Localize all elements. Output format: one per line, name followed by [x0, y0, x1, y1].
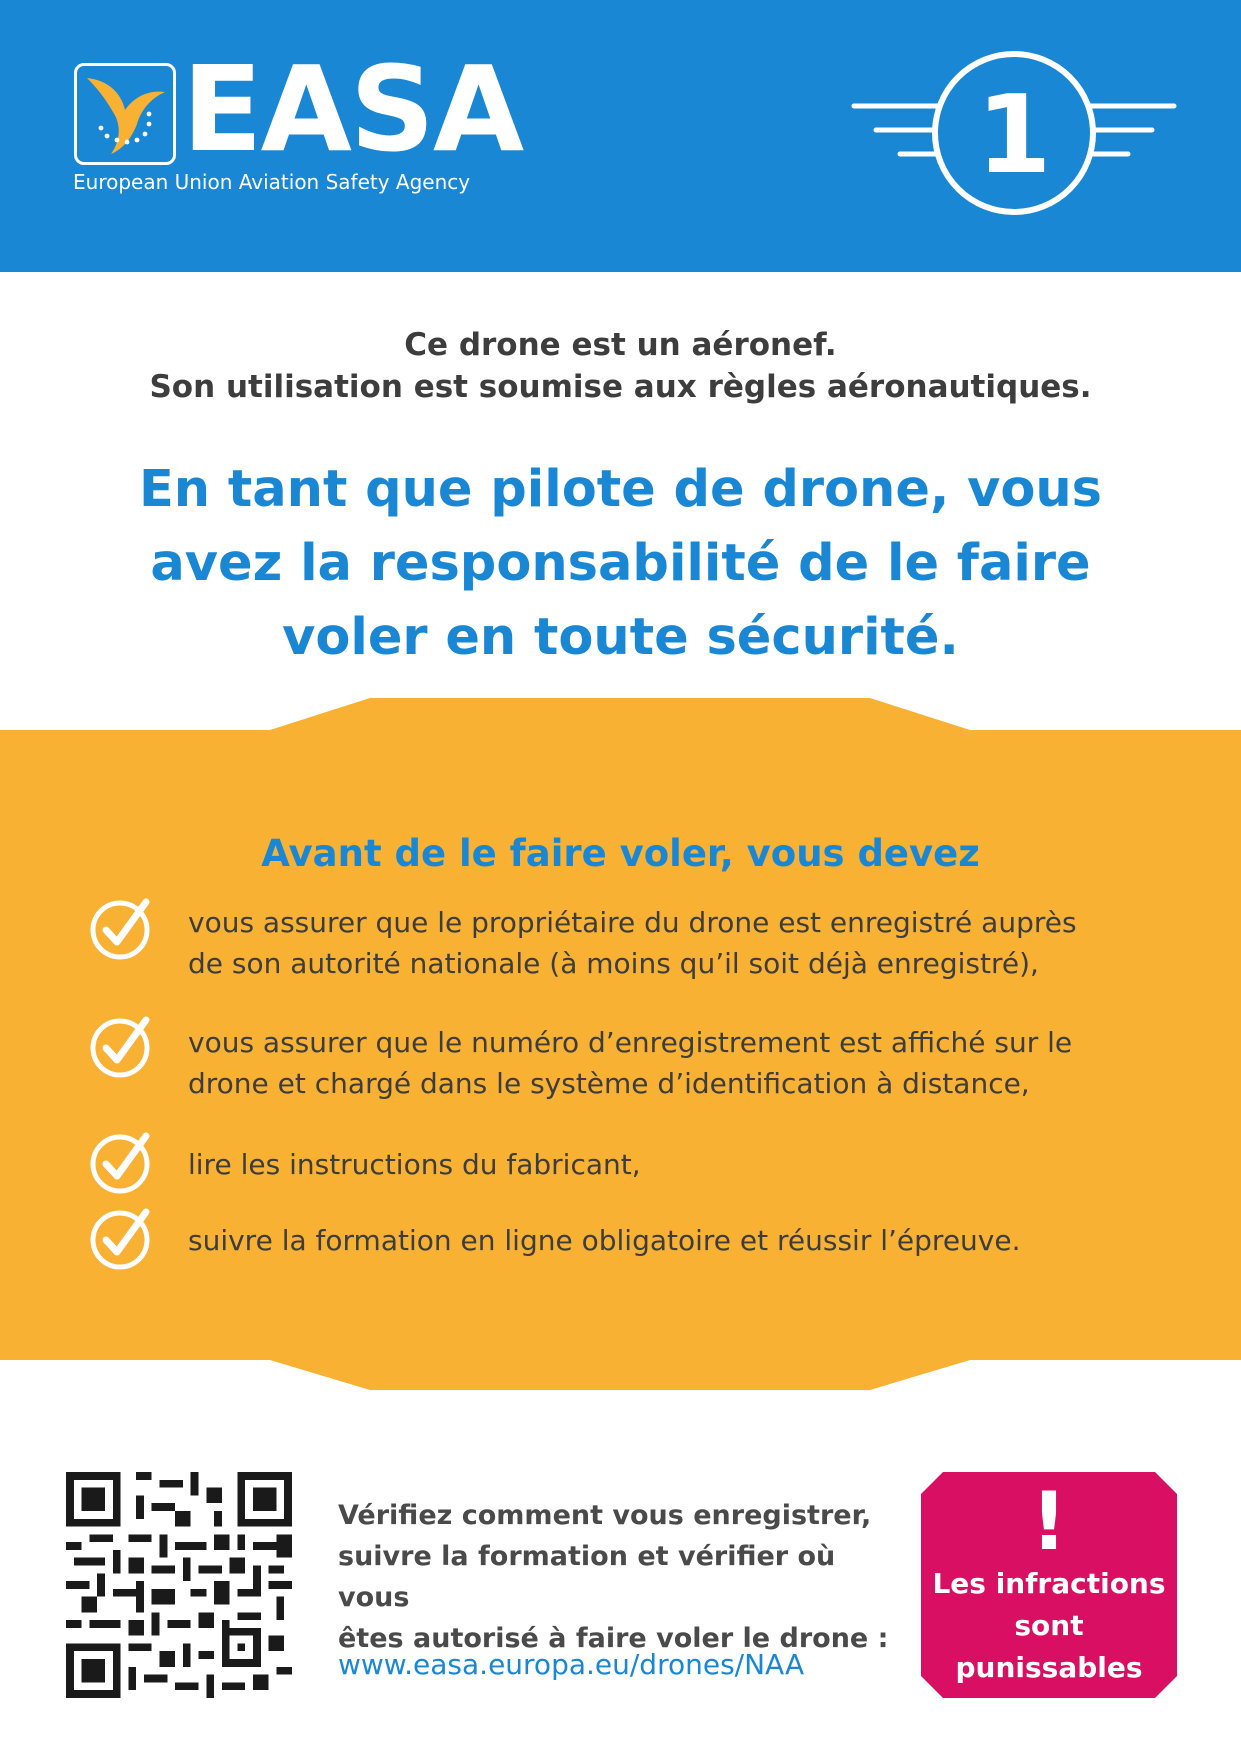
footer-instructions [338, 1495, 898, 1659]
category-badge [848, 44, 1180, 222]
warning-line-2: sont punissables [955, 1609, 1143, 1684]
checklist-item-line-1: suivre la formation en ligne obligatoire et réussir l’épreuve. [188, 1224, 1021, 1257]
exclamation-icon: ! [1030, 1475, 1068, 1568]
qr-code-icon[interactable] [66, 1472, 292, 1698]
headline-line-1: En tant que pilote de drone, vous [138, 460, 1103, 519]
warning-line-1: Les infractions [932, 1567, 1166, 1600]
checkmark-circle-icon [86, 1012, 154, 1080]
checklist-item-line-1: vous assurer que le propriétaire du drone est enregistré auprès [188, 906, 1077, 939]
headline-line-3: voler en toute sécurité. [282, 608, 959, 667]
headline-line-2: avez la responsabilité de le faire [150, 534, 1091, 593]
badge-number: 1 [976, 73, 1052, 198]
warning-text [921, 1563, 1177, 1731]
checkmark-circle-icon [86, 1128, 154, 1196]
checklist-title: Avant de le faire voler, vous devez [261, 832, 980, 875]
checklist-item-line-1: lire les instructions du fabricant, [188, 1148, 641, 1181]
footer-line-2: suivre la formation et vérifier où vous [338, 1541, 836, 1613]
warning-line-3: par la loi. [974, 1693, 1124, 1726]
footer-line-1: Vérifiez comment vous enregistrer, [338, 1500, 872, 1531]
checklist-item-line-1: vous assurer que le numéro d’enregistrement est affiché sur le [188, 1026, 1073, 1059]
intro-text [0, 324, 1241, 408]
website-link[interactable]: www.easa.europa.eu/drones/NAA [338, 1648, 805, 1681]
logo-wordmark: EASA [182, 40, 523, 178]
headline [0, 453, 1241, 675]
checkmark-circle-icon [86, 894, 154, 962]
footer-line-3: êtes autorisé à faire voler le drone : [338, 1623, 889, 1654]
bird-and-stars-icon [77, 66, 173, 162]
intro-line-2: Son utilisation est soumise aux règles aéronautiques. [149, 369, 1092, 405]
logo-subtitle: European Union Aviation Safety Agency [73, 170, 471, 194]
checklist-item-line-2: de son autorité nationale (à moins qu’il soit déjà enregistré), [188, 947, 1039, 980]
checkmark-circle-icon [86, 1204, 154, 1272]
intro-line-1: Ce drone est un aéronef. [404, 327, 837, 363]
checklist-item-line-2: drone et chargé dans le système d’identification à distance, [188, 1067, 1030, 1100]
easa-logo-icon [74, 63, 176, 165]
